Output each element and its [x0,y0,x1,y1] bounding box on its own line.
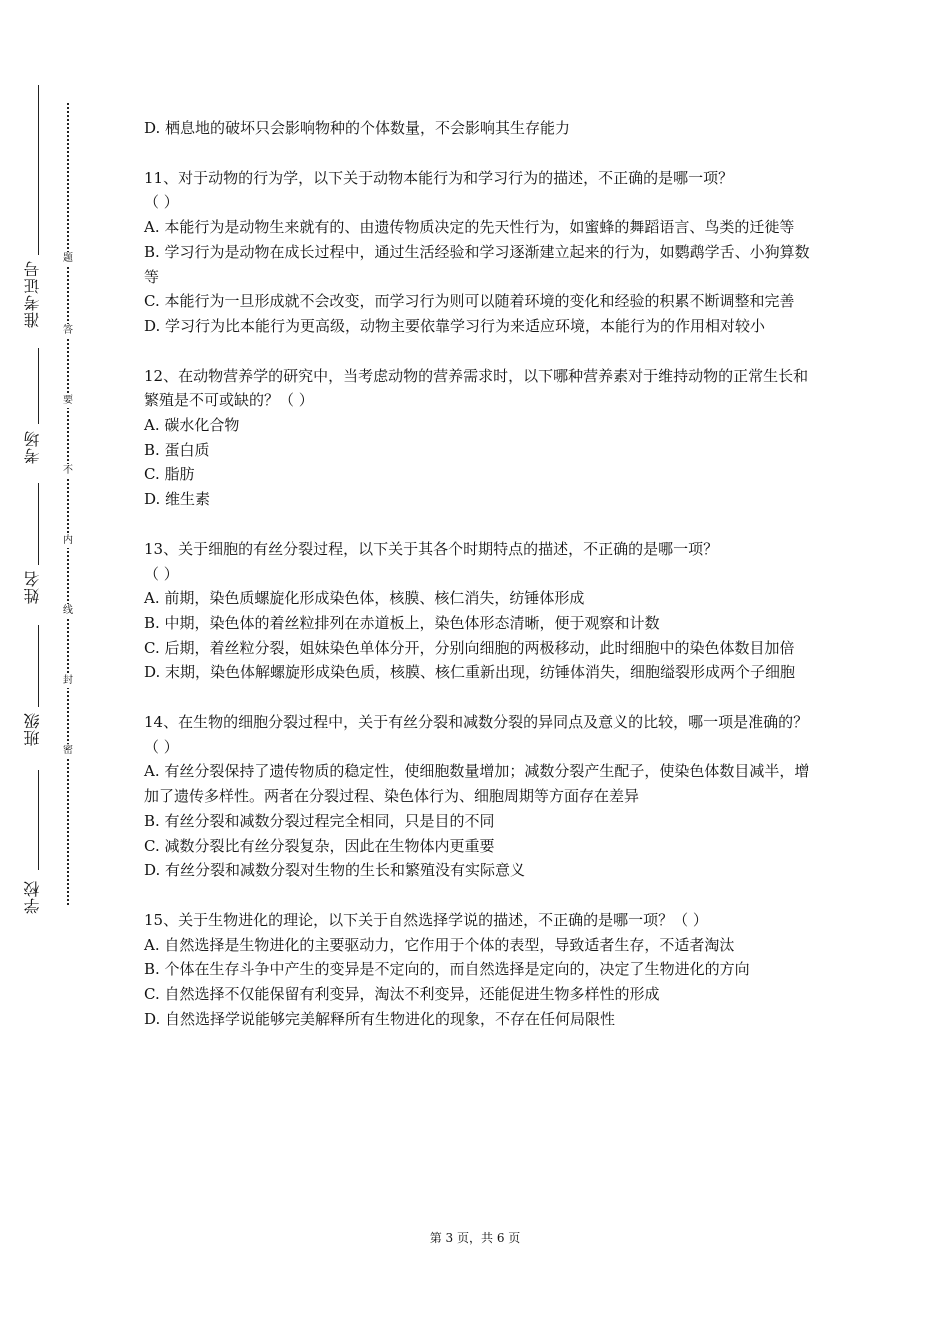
option-a: A. 本能行为是动物生来就有的、由遗传物质决定的先天性行为，如蜜蜂的舞蹈语言、鸟类的迁徙等 [144,218,795,237]
option-d: D. 有丝分裂和减数分裂对生物的生长和繁殖没有实际意义 [144,861,526,880]
page-number: 第 3 页，共 6 页 [429,1231,521,1245]
question-15 [144,908,820,1032]
exam-room-label: 考场 [23,430,42,464]
question-10-tail [144,116,820,141]
class-label: 班级 [23,712,42,746]
option-b: B. 蛋白质 [144,440,210,459]
seal-char: 要 [59,394,77,408]
option-d: D. 学习行为比本能行为更高级，动物主要依靠学习行为来适应环境，本能行为的作用相对较小 [144,316,766,335]
seal-dotted-line [67,103,69,905]
binding-margin [0,0,120,1344]
option-a: A. 碳水化合物 [144,416,240,435]
question-stem: 12、在动物营养学的研究中，当考虑动物的营养需求时，以下哪种营养素对于维持动物的正常生长和繁殖是不可或缺的？（ ） [144,366,809,410]
option-c: C. 自然选择不仅能保留有利变异，淘汰不利变异，还能促进生物多样性的形成 [144,985,660,1004]
class-line [38,625,39,707]
option-d: D. 维生素 [144,490,211,509]
seal-char: 内 [59,534,77,548]
name-line [38,483,39,565]
option-c: C. 本能行为一旦形成就不会改变，而学习行为则可以随着环境的变化和经验的积累不断调整和完善 [144,292,795,311]
question-14 [144,710,820,883]
seal-char: 题 [59,252,77,266]
question-12 [144,364,820,512]
school-line [38,770,39,870]
exam-room-line [38,348,39,424]
seal-char: 密 [59,744,77,758]
option-b: B. 有丝分裂和减数分裂过程完全相同，只是目的不同 [144,811,495,830]
option-d: D. 自然选择学说能够完美解释所有生物进化的现象，不存在任何局限性 [144,1009,616,1028]
option-a: A. 有丝分裂保持了遗传物质的稳定性，使细胞数量增加；减数分裂产生配子，使染色体数目减半，增加了遗传多样性。两者在分裂过程、染色体行为、细胞周期等方面存在差异 [144,762,810,806]
question-stem: 15、关于生物进化的理论，以下关于自然选择学说的描述，不正确的是哪一项？（ ） [144,910,708,929]
answer-blank: （ ） [144,193,179,212]
name-label: 姓名 [23,570,42,604]
option-a: A. 前期，染色质螺旋化形成染色体，核膜、核仁消失，纺锤体形成 [144,589,585,608]
option-c: C. 后期，着丝粒分裂，姐妹染色单体分开，分别向细胞的两极移动，此时细胞中的染色体数目加倍 [144,638,795,657]
option-c: C. 脂肪 [144,465,195,484]
option-d: D. 栖息地的破坏只会影响物种的个体数量，不会影响其生存能力 [144,119,571,137]
school-label: 学校 [23,880,42,914]
option-d: D. 末期，染色体解螺旋形成染色质，核膜、核仁重新出现，纺锤体消失，细胞缢裂形成两个子细胞 [144,663,796,682]
question-stem: 11、对于动物的行为学，以下关于动物本能行为和学习行为的描述，不正确的是哪一项？ [144,168,734,187]
option-b: B. 学习行为是动物在成长过程中，通过生活经验和学习逐渐建立起来的行为，如鹦鹉学舌、小狗算数等 [144,242,810,286]
question-content [144,116,820,1057]
question-11 [144,166,820,339]
answer-blank: （ ） [144,564,179,583]
seal-char: 封 [59,674,77,688]
option-a: A. 自然选择是生物进化的主要驱动力，它作用于个体的表型，导致适者生存，不适者淘汰 [144,935,735,954]
question-stem: 14、在生物的细胞分裂过程中，关于有丝分裂和减数分裂的异同点及意义的比较，哪一项是准确的？（ ） [144,713,809,756]
option-c: C. 减数分裂比有丝分裂复杂，因此在生物体内更重要 [144,836,495,855]
admission-number-line [38,85,39,255]
question-13 [144,537,820,685]
admission-number-label: 准考证号 [23,260,42,328]
seal-char: 线 [59,604,77,618]
option-b: B. 中期，染色体的着丝粒排列在赤道板上，染色体形态清晰，便于观察和计数 [144,613,660,632]
seal-char: 不 [59,464,77,478]
seal-char: 答 [59,324,77,338]
option-b: B. 个体在生存斗争中产生的变异是不定向的，而自然选择是定向的，决定了生物进化的方向 [144,960,750,979]
question-stem: 13、关于细胞的有丝分裂过程，以下关于其各个时期特点的描述，不正确的是哪一项？ [144,539,719,558]
